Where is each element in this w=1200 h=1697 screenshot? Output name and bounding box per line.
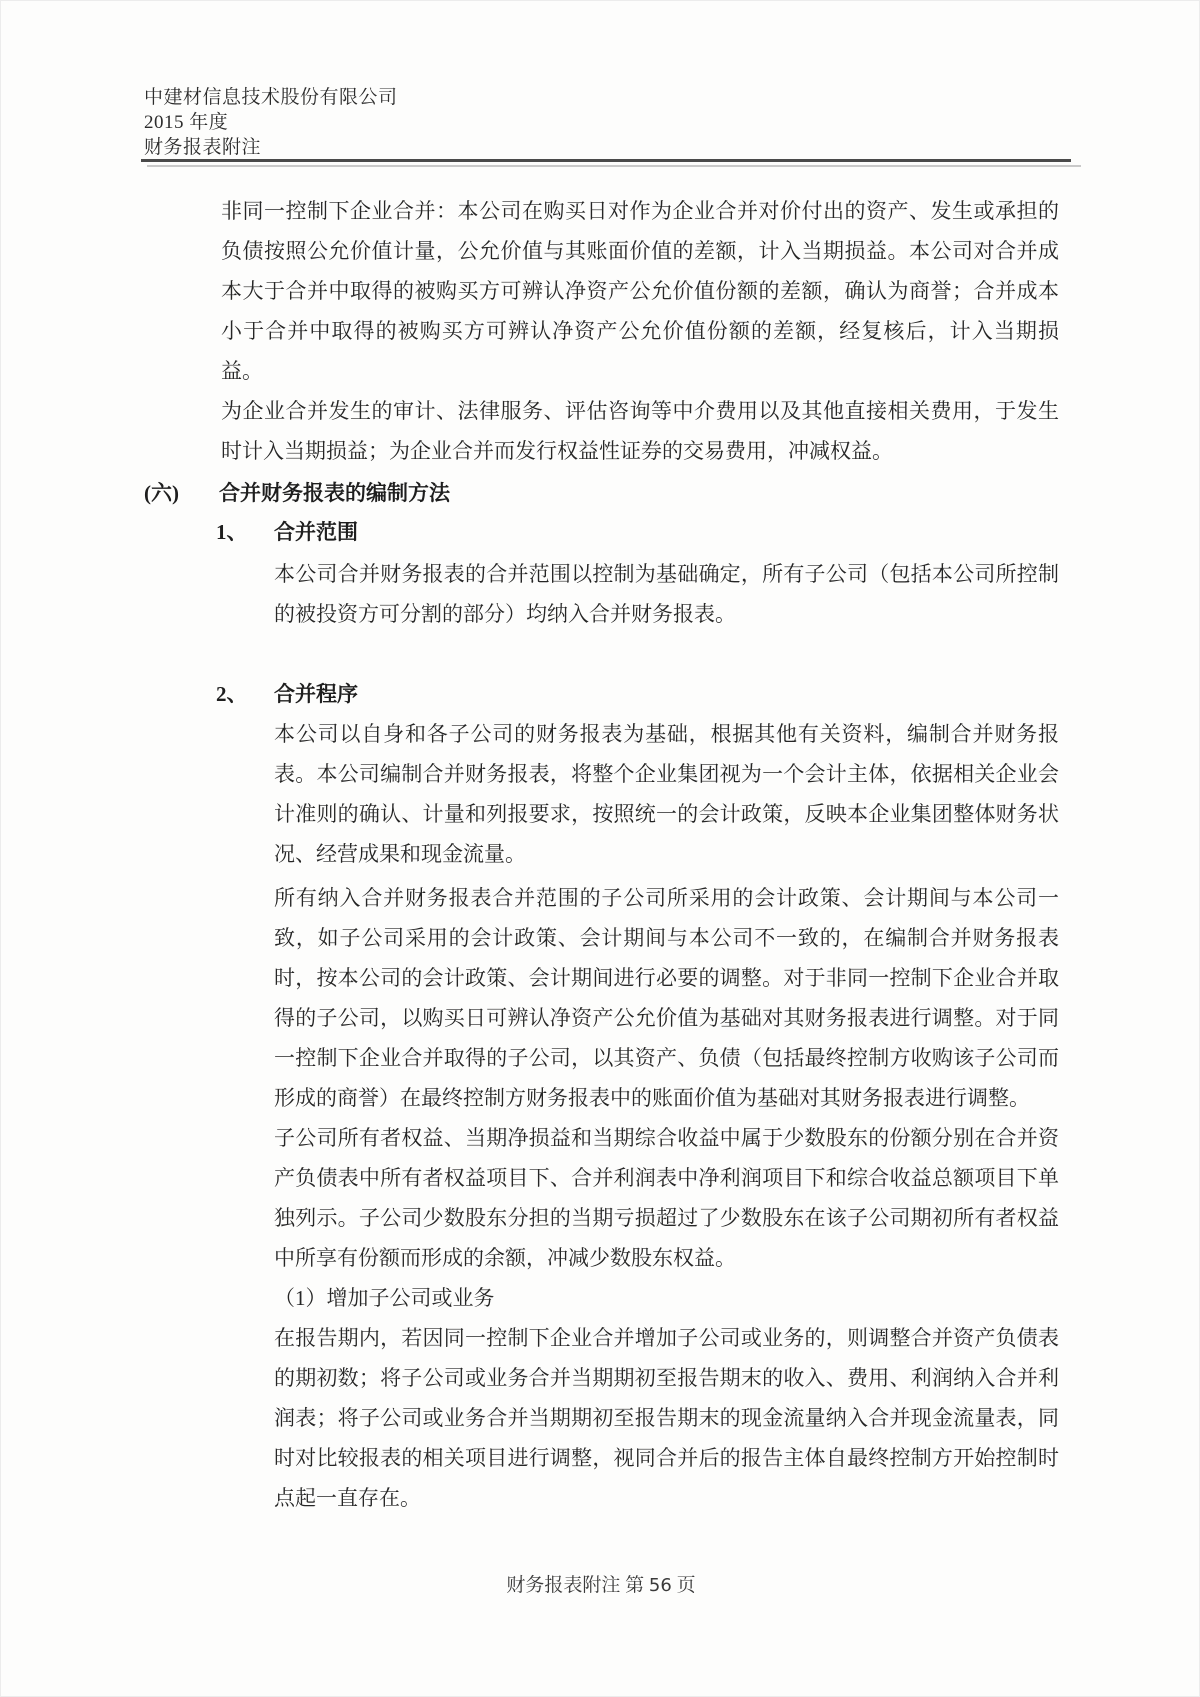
item-heading-procedure: [216, 674, 358, 714]
paragraph: 所有纳入合并财务报表合并范围的子公司所采用的会计政策、会计期间与本公司一致，如子公司采用的会计政策、会计期间与本公司不一致的，在编制合并财务报表时，按本公司的会计政策、会计期间进行必要的调整。对于非同一控制下企业合并取得的子公司，以购买日可辨认净资产公允价值为基础对其财务报表进行调整。对于同一控制下企业合并取得的子公司，以其资产、负债（包括最终控制方收购该子公司而形成的商誉）在最终控制方财务报表中的账面价值为基础对其财务报表进行调整。: [274, 886, 1059, 1110]
footer-label: 财务报表附注 第: [506, 1575, 645, 1596]
item-body-scope: [274, 554, 1059, 634]
item-title: 合并范围: [274, 520, 358, 544]
footer-page-number: 56: [648, 1575, 672, 1596]
section-number: (六): [144, 481, 179, 505]
paragraph: 本公司合并财务报表的合并范围以控制为基础确定，所有子公司（包括本公司所控制的被投资方可分割的部分）均纳入合并财务报表。: [274, 562, 1059, 626]
paragraph: 本公司以自身和各子公司的财务报表为基础，根据其他有关资料，编制合并财务报表。本公司编制合并财务报表，将整个企业集团视为一个会计主体，依据相关企业会计准则的确认、计量和列报要求，按照统一的会计政策，反映本企业集团整体财务状况、经营成果和现金流量。: [274, 722, 1059, 866]
item-body-procedure: [274, 714, 1059, 1518]
item-number: 1、: [216, 520, 248, 544]
header-divider: [141, 159, 1071, 162]
section-title: 合并财务报表的编制方法: [219, 481, 450, 505]
paragraph: 在报告期内，若因同一控制下企业合并增加子公司或业务的，则调整合并资产负债表的期初数；将子公司或业务合并当期期初至报告期末的收入、费用、利润纳入合并利润表；将子公司或业务合并当期期初至报告期末的现金流量纳入合并现金流量表，同时对比较报表的相关项目进行调整，视同合并后的报告主体自最终控制方开始控制时点起一直存在。: [274, 1326, 1059, 1510]
footer-label-suffix: 页: [676, 1575, 696, 1596]
header-divider-shadow: [147, 165, 1081, 167]
report-year: 2015 年度: [144, 112, 229, 133]
page-footer: [1, 1572, 1200, 1600]
paragraph: 子公司所有者权益、当期净损益和当期综合收益中属于少数股东的份额分别在合并资产负债表中所有者权益项目下、合并利润表中净利润项目下和综合收益总额项目下单独列示。子公司少数股东分担的当期亏损超过了少数股东在该子公司期初所有者权益中所享有份额而形成的余额，冲减少数股东权益。: [274, 1126, 1059, 1270]
item-number: 2、: [216, 682, 248, 706]
section-heading: [144, 473, 450, 513]
intro-paragraphs: [221, 191, 1059, 471]
sub-item-heading: （1）增加子公司或业务: [274, 1286, 495, 1310]
item-title: 合并程序: [274, 682, 358, 706]
document-title: 财务报表附注: [144, 137, 262, 158]
page-header: [144, 85, 398, 160]
item-heading-scope: [216, 512, 358, 552]
paragraph: 非同一控制下企业合并：本公司在购买日对作为企业合并对价付出的资产、发生或承担的负债按照公允价值计量，公允价值与其账面价值的差额，计入当期损益。本公司对合并成本大于合并中取得的被购买方可辨认净资产公允价值份额的差额，确认为商誉；合并成本小于合并中取得的被购买方可辨认净资产公允价值份额的差额，经复核后，计入当期损益。: [221, 199, 1059, 383]
company-name: 中建材信息技术股份有限公司: [144, 87, 398, 108]
paragraph: 为企业合并发生的审计、法律服务、评估咨询等中介费用以及其他直接相关费用，于发生时计入当期损益；为企业合并而发行权益性证券的交易费用，冲减权益。: [221, 399, 1059, 463]
